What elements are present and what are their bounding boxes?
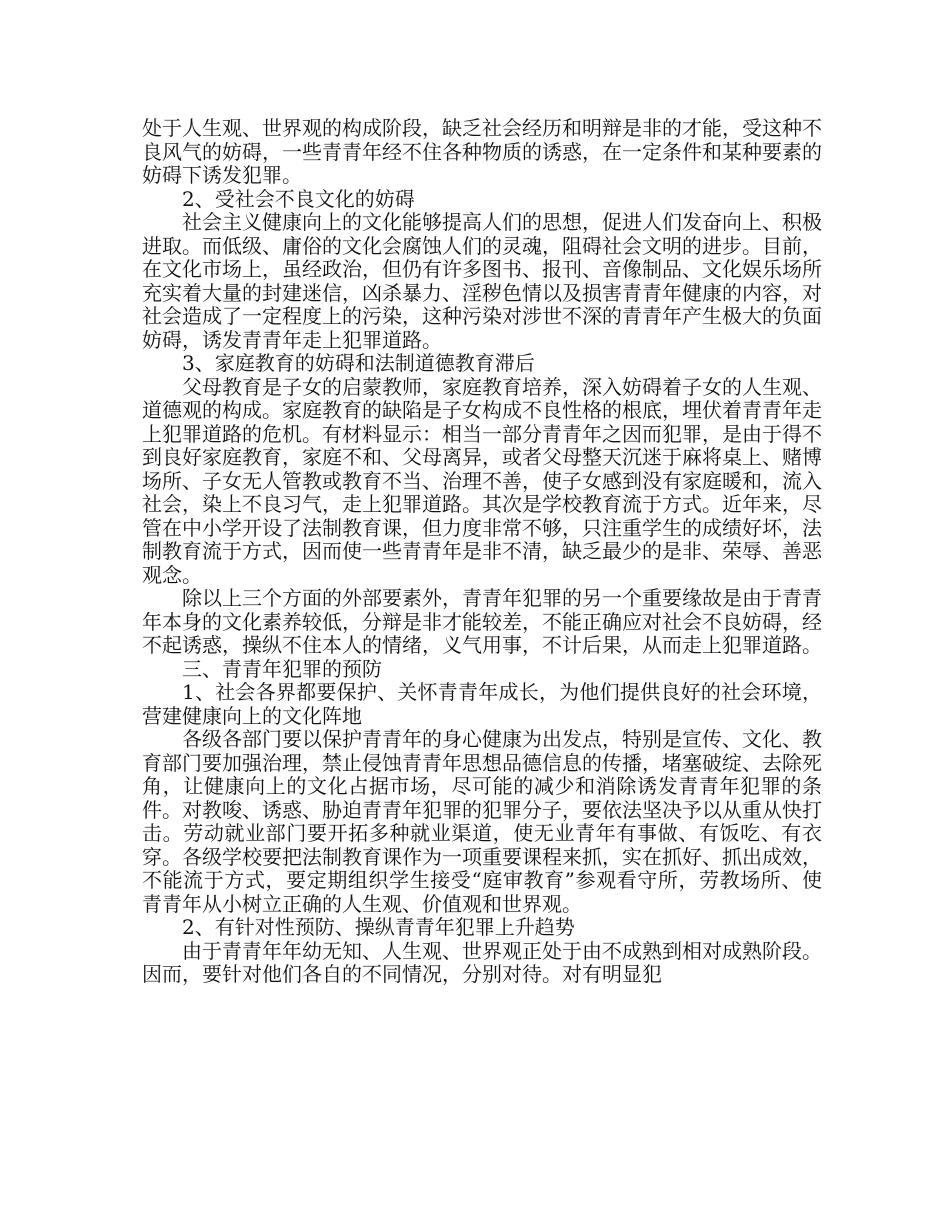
document-body [142, 117, 822, 987]
section-heading-targeted-prevention: 2、有针对性预防、操纵青青年犯罪上升趋势 [182, 915, 575, 939]
paragraph-protection: 各级各部门要以保护青青年的身心健康为出发点，特别是宣传、文化、教育部门要加强治理，禁止侵蚀青青年思想品德信息的传播，堵塞破绽、去除死角，让健康向上的文化占据市场，尽可能的减少和消除诱发青青年犯罪的条件。对教唆、诱惑、胁迫青青年犯罪的犯罪分子，要依法坚决予以从重从快打击。劳动就业部门要开拓多种就业渠道，使无业青年有事做、有饭吃、有衣穿。各级学校要把法制教育课作为一项重要课程来抓，实在抓好、抓出成效，不能流于方式，要定期组织学生接受“庭审教育”参观看守所，劳教场所、使青青年从小树立正确的人生观、价值观和世界观。 [142, 727, 822, 916]
paragraph-social-culture: 社会主义健康向上的文化能够提高人们的思想，促进人们发奋向上、积极进取。而低级、庸俗的文化会腐蚀人们的灵魂，阻碍社会文明的进步。目前，在文化市场上，虽经政治，但仍有许多图书、报刊、音像制品、文化娱乐场所充实着大量的封建迷信，凶杀暴力、淫秽色情以及损害青青年健康的内容，对社会造成了一定程度上的污染，这种污染对涉世不深的青青年产生极大的负面妨碍，诱发青青年走上犯罪道路。 [142, 210, 822, 352]
paragraph-continuation: 处于人生观、世界观的构成阶段，缺乏社会经历和明辩是非的才能，受这种不良风气的妨碍，一些青青年经不住各种物质的诱惑，在一定条件和某种要素的妨碍下诱发犯罪。 [142, 116, 822, 187]
section-heading-social-culture: 2、受社会不良文化的妨碍 [182, 186, 415, 211]
paragraph-targeted-prevention: 由于青青年年幼无知、人生观、世界观正处于由不成熟到相对成熟阶段。因而，要针对他们各自的不同情况，分别对待。对有明显犯 [142, 938, 822, 986]
paragraph-family-education: 父母教育是子女的启蒙教师，家庭教育培养，深入妨碍着子女的人生观、道德观的构成。家庭教育的缺陷是子女构成不良性格的根底，埋伏着青青年走上犯罪道路的危机。有材料显示：相当一部分青青年之因而犯罪，是由于得不到良好家庭教育，家庭不和、父母离异，或者父母整天沉迷于麻将桌上、赌博场所、子女无人管教或教育不当、治理不善，使子女感到没有家庭暖和，流入社会，染上不良习气，走上犯罪道路。其次是学校教育流于方式。近年来，尽管在中小学开设了法制教育课，但力度非常不够，只注重学生的成绩好坏，法制教育流于方式，因而使一些青青年是非不清，缺乏最少的是非、荣辱、善恶观念。 [142, 374, 822, 587]
section-heading-prevention: 三、青青年犯罪的预防 [182, 656, 382, 681]
section-heading-protection: 1、社会各界都要保护、关怀青青年成长，为他们提供良好的社会环境，营建健康向上的文化阵地 [142, 680, 822, 728]
paragraph-internal-factors: 除以上三个方面的外部要素外，青青年犯罪的另一个重要缘故是由于青青年本身的文化素养较低，分辩是非才能较差，不能正确应对社会不良妨碍，经不起诱惑，操纵不住本人的情绪，义气用事，不计后果，从而走上犯罪道路。 [142, 586, 822, 657]
section-heading-family-education: 3、家庭教育的妨碍和法制道德教育滞后 [182, 351, 535, 375]
